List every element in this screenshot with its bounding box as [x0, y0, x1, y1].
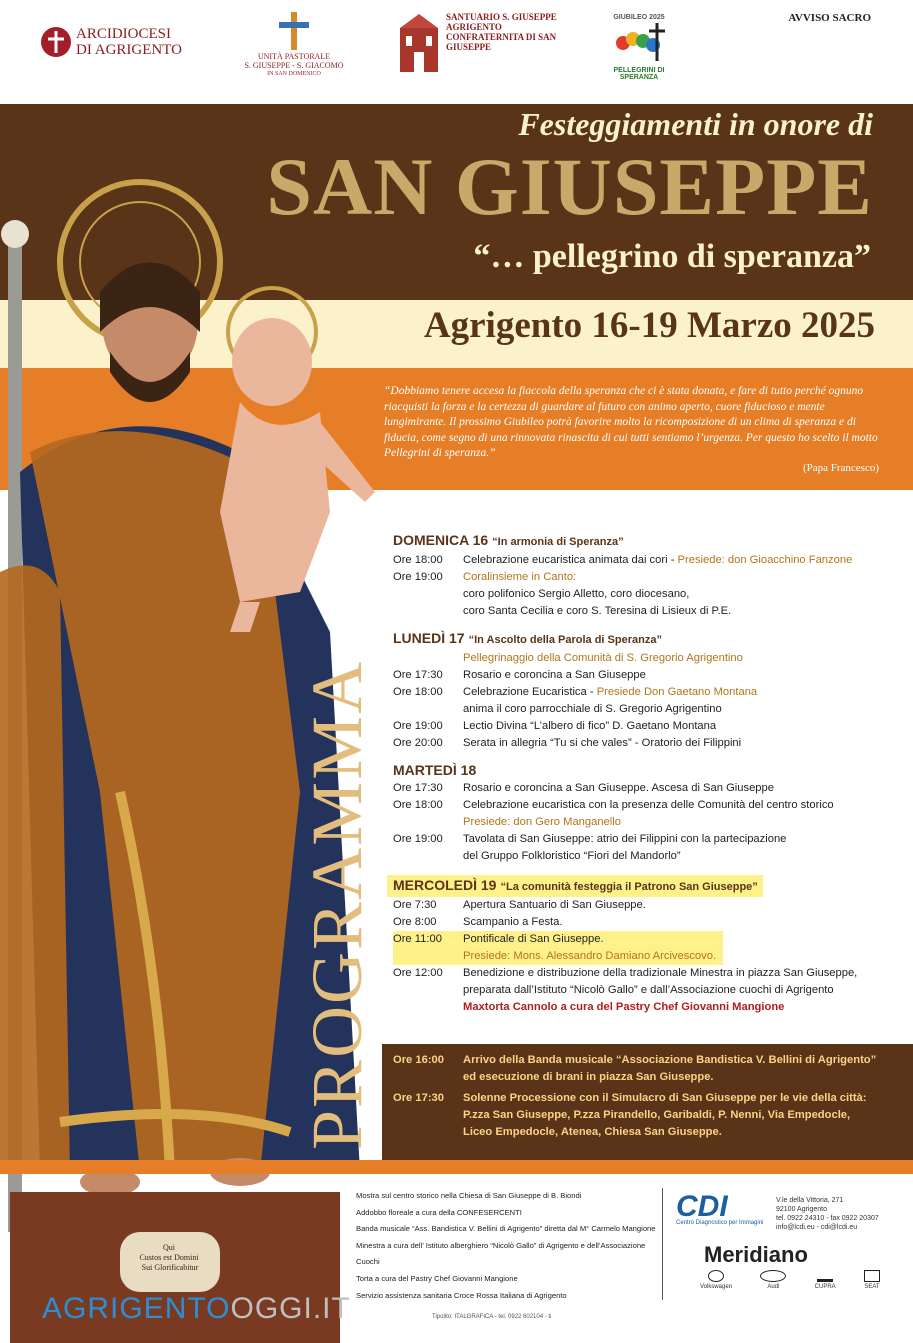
schedule-row: [393, 797, 893, 814]
schedule-row: [393, 667, 893, 684]
schedule-row: [393, 1124, 905, 1141]
row-desc: Scampanio a Festa.: [463, 916, 563, 928]
row-desc: Apertura Santuario di San Giuseppe.: [463, 899, 646, 911]
brand-cupra-label: CUPRA: [814, 1284, 836, 1290]
row-desc: Celebrazione eucaristica con la presenza delle Comunità del centro storico: [463, 799, 834, 811]
schedule-row: [393, 650, 893, 667]
watermark-agrigentooggi: [42, 1292, 351, 1326]
schedule-row: [393, 735, 893, 752]
logo-santuario: [398, 12, 576, 72]
printer-credit: Tipolito: ITALGRAFICA - tel. 0922 602104 - ti: [432, 1314, 552, 1320]
title-line1: Festeggiamenti in onore di: [518, 106, 873, 142]
statue-inscription: Qui Custos est Domini Sui Glorificabitur: [139, 1243, 199, 1272]
giubileo-pilgrims-icon: [611, 21, 667, 65]
row-desc: Rosario e coroncina a San Giuseppe. Ascesa di San Giuseppe: [463, 782, 774, 794]
row-desc: P.zza San Giuseppe, P.zza Pirandello, Garibaldi, P. Nenni, Via Empedocle,: [463, 1109, 851, 1121]
row-time: Ore 18:00: [393, 686, 443, 698]
row-desc: Solenne Processione con il Simulacro di San Giuseppe per le vie della città:: [463, 1092, 867, 1104]
row-time: Ore 17:30: [393, 1092, 444, 1104]
row-desc: del Gruppo Folkloristico “Fiori del Mandorlo”: [463, 850, 681, 862]
row-time: Ore 12:00: [393, 967, 443, 979]
avviso-sacro: AVVISO SACRO: [788, 12, 871, 24]
day-theme: “In armonia di Speranza”: [492, 536, 624, 548]
row-time: [393, 848, 463, 865]
cdi-address-line: tel. 0922 24310 - fax 0922 20307: [776, 1215, 879, 1222]
row-desc: Liceo Empedocle, Atenea, Chiesa San Giuseppe.: [463, 1126, 722, 1138]
schedule-row: [393, 948, 723, 965]
arcidiocesi-emblem-icon: [40, 26, 72, 58]
row-time: [393, 982, 463, 999]
row-desc: Arrivo della Banda musicale “Associazione Bandistica V. Bellini di Agrigento”: [463, 1054, 877, 1066]
row-time: [393, 814, 463, 831]
row-desc: Lectio Divina “L’albero di fico” D. Gaetano Montana: [463, 720, 717, 732]
cdi-address: [776, 1196, 879, 1232]
schedule-row: [393, 1052, 905, 1069]
row-time: [393, 1124, 463, 1141]
logo-giubileo-top: GIUBILEO 2025: [613, 14, 665, 21]
logo-arcidiocesi: [40, 26, 182, 58]
row-time: Ore 8:00: [393, 916, 437, 928]
quote-author: (Papa Francesco): [802, 462, 879, 474]
row-time: [393, 603, 463, 620]
row-time: Ore 11:00: [393, 933, 442, 945]
schedule-row: [393, 718, 893, 735]
schedule-row: [393, 965, 893, 982]
logo-unita-line1: UNITÀ PASTORALE: [257, 52, 331, 61]
day-name: MARTEDÌ 18: [393, 762, 477, 778]
day-theme: “La comunità festeggia il Patrono San Giuseppe”: [500, 881, 758, 893]
row-desc: Presiede: Mons. Alessandro Damiano Arcivescovo.: [463, 950, 717, 962]
logo-unita-line3: IN SAN DOMENICO: [267, 71, 321, 77]
credit-line: Minestra a cura dell’ Istituto alberghiero “Nicolò Gallo” di Agrigento e dell’Associazione Cuochi: [356, 1240, 646, 1267]
row-time: [393, 999, 463, 1016]
cdi-address-line: 92100 Agrigento: [776, 1206, 827, 1213]
cdi-address-line: info@lcdi.eu - cdi@lcdi.eu: [776, 1224, 858, 1231]
brand-audi-label: Audi: [767, 1284, 780, 1290]
pope-quote: “Dobbiamo tenere accesa la fiaccola della speranza che ci è stata donata, e fare di tutto perché ognuno riacquisti la forza e la certezza di guardare al futuro con animo aperto, cuore fiducioso e mente lungimirante. Il prossimo Giubileo potrà favorire molto la ricomposizione di un clima di speranza e di fiducia, come segno di una rinnovata rinascita di cui tutti sentiamo l’urgenza. Per questo ho scelto il motto Pellegrini di speranza.”: [384, 385, 878, 459]
logo-arcidiocesi-line2: DI AGRIGENTO: [76, 42, 182, 58]
row-accent: Presiede: don Gero Manganello: [463, 816, 621, 828]
cdi-address-line: V.le della Vittoria, 271: [776, 1197, 844, 1204]
schedule-row: [393, 552, 893, 569]
row-time: [393, 1069, 463, 1086]
audi-logo-icon: [760, 1270, 786, 1282]
row-time: Ore 16:00: [393, 1054, 444, 1066]
schedule-row: [393, 701, 893, 718]
logo-unita-line2: S. GIUSEPPE - S. GIACOMO: [244, 61, 344, 70]
watermark-part-a: AGRIGENTO: [42, 1292, 231, 1325]
row-time: [393, 948, 463, 965]
volkswagen-logo-icon: [708, 1270, 724, 1282]
day-name: DOMENICA 16: [393, 532, 489, 548]
row-desc: Tavolata di San Giuseppe: atrio dei Filippini con la partecipazione: [463, 833, 787, 845]
schedule-row: [393, 1090, 905, 1107]
seat-logo-icon: [864, 1270, 880, 1282]
day-header: [393, 628, 893, 650]
schedule-row: [393, 931, 723, 948]
schedule-row: [393, 603, 893, 620]
row-time: Ore 17:30: [393, 669, 443, 681]
row-desc: anima il coro parrocchiale di S. Gregorio Agrigentino: [463, 703, 722, 715]
day-name: MERCOLEDÌ 19: [393, 877, 497, 893]
row-desc: Pontificale di San Giuseppe.: [463, 933, 604, 945]
brand-volkswagen-label: Volkswagen: [700, 1284, 733, 1290]
row-accent: Coralinsieme in Canto:: [463, 571, 577, 583]
day-header: [393, 760, 893, 780]
schedule-row: [393, 914, 893, 931]
motto: “… pellegrino di speranza”: [473, 238, 871, 275]
watermark-part-b: OGGI.IT: [230, 1292, 351, 1325]
row-time: Ore 7:30: [393, 899, 437, 911]
day-name: LUNEDÌ 17: [393, 630, 465, 646]
schedule-row: [393, 897, 893, 914]
credit-line: Banda musicale “Ass. Bandistica V. Bellini di Agrigento” diretta dal M° Carmelo Mangione: [356, 1224, 656, 1234]
event-dates: Agrigento 16-19 Marzo 2025: [423, 305, 875, 346]
row-time: Ore 17:30: [393, 782, 443, 794]
schedule-row: [393, 780, 893, 797]
logo-giubileo: [604, 14, 674, 81]
row-accent: Presiede: don Gioacchino Fanzone: [677, 554, 853, 566]
row-desc: Maxtorta Cannolo a cura del Pastry Chef Giovanni Mangione: [463, 1001, 785, 1013]
cross-icon: [279, 12, 309, 50]
brand-audi: [760, 1270, 786, 1290]
footer-divider: [662, 1188, 663, 1300]
brand-volkswagen: [700, 1270, 732, 1290]
schedule-row: [393, 831, 893, 848]
row-accent: Presiede Don Gaetano Montana: [596, 686, 758, 698]
day-theme: “In Ascolto della Parola di Speranza”: [468, 634, 662, 646]
cdi-subtitle: Centro Diagnostico per Immagini: [676, 1220, 764, 1226]
row-time: Ore 19:00: [393, 720, 443, 732]
schedule-row: [393, 569, 893, 586]
row-time: [393, 586, 463, 603]
row-desc: Serata in allegria “Tu si che vales” - Oratorio dei Filippini: [463, 737, 742, 749]
row-desc: Celebrazione eucaristica animata dai cori -: [463, 554, 678, 566]
cupra-logo-icon: [817, 1270, 833, 1282]
brand-seat-label: SEAT: [864, 1284, 880, 1290]
logo-arcidiocesi-line1: ARCIDIOCESI: [76, 26, 172, 42]
schedule-row: [393, 684, 893, 701]
row-accent: Pellegrinaggio della Comunità di S. Gregorio Agrigentino: [463, 652, 743, 664]
day-header: [387, 875, 763, 897]
row-desc: coro Santa Cecilia e coro S. Teresina di Lisieux di P.E.: [463, 605, 732, 617]
cdi-logo: CDI: [676, 1190, 728, 1223]
credit-line: Torta a cura del Pastry Chef Giovanni Mangione: [356, 1273, 518, 1283]
brand-cupra: [815, 1270, 836, 1290]
evening-schedule: [393, 1052, 905, 1141]
schedule-row: [393, 586, 893, 603]
row-desc: preparata dall’Istituto “Nicolò Gallo” e dall’Associazione cuochi di Agrigento: [463, 984, 834, 996]
credit-line: Mostra sul centro storico nella Chiesa di San Giuseppe di B. Biondi: [356, 1191, 582, 1200]
footer-credits: [356, 1188, 656, 1304]
credit-line: Servizio assistenza sanitaria Croce Rossa Italiana di Agrigento: [356, 1290, 567, 1300]
logo-strip: [0, 0, 913, 104]
sponsor-meridiano: Meridiano: [704, 1242, 808, 1267]
day-header: [393, 530, 893, 552]
row-desc: Benedizione e distribuzione della tradizionale Minestra in piazza San Giuseppe,: [463, 967, 858, 979]
schedule-row: [393, 1107, 905, 1124]
brand-seat: [864, 1270, 880, 1290]
credit-line: Addobbo floreale a cura della CONFESERCENTI: [356, 1207, 522, 1217]
row-time: Ore 18:00: [393, 799, 443, 811]
schedule-row: [393, 999, 893, 1016]
row-time: Ore 19:00: [393, 571, 443, 583]
logo-giubileo-bottom: PELLEGRINI DI SPERANZA: [613, 67, 665, 81]
orange-divider: [0, 1160, 913, 1174]
schedule-row: [393, 982, 893, 999]
row-desc: ed esecuzione di brani in piazza San Giuseppe.: [463, 1071, 714, 1083]
schedule-row: [393, 1069, 905, 1086]
schedule-row: [393, 814, 893, 831]
row-desc: Celebrazione Eucaristica -: [463, 686, 597, 698]
church-facade-icon: [398, 12, 440, 72]
row-time: [393, 650, 463, 667]
row-time: [393, 701, 463, 718]
row-time: Ore 18:00: [393, 554, 443, 566]
logo-unita-pastorale: [244, 12, 344, 79]
row-desc: Rosario e coroncina a San Giuseppe: [463, 669, 646, 681]
page-title: SAN GIUSEPPE: [266, 141, 873, 232]
row-time: [393, 1107, 463, 1124]
row-desc: coro polifonico Sergio Alletto, coro diocesano,: [463, 588, 690, 600]
schedule-row: [393, 848, 893, 865]
sponsor-cdi: [676, 1190, 906, 1231]
car-brands: [700, 1270, 880, 1290]
program-schedule: [393, 530, 893, 1016]
logo-santuario-text: SANTUARIO S. GIUSEPPE AGRIGENTO CONFRATERNITA DI SAN GIUSEPPE: [446, 12, 557, 52]
row-time: Ore 20:00: [393, 737, 443, 749]
programma-vertical-label: PROGRAMMA: [297, 659, 377, 1150]
row-time: Ore 19:00: [393, 833, 443, 845]
